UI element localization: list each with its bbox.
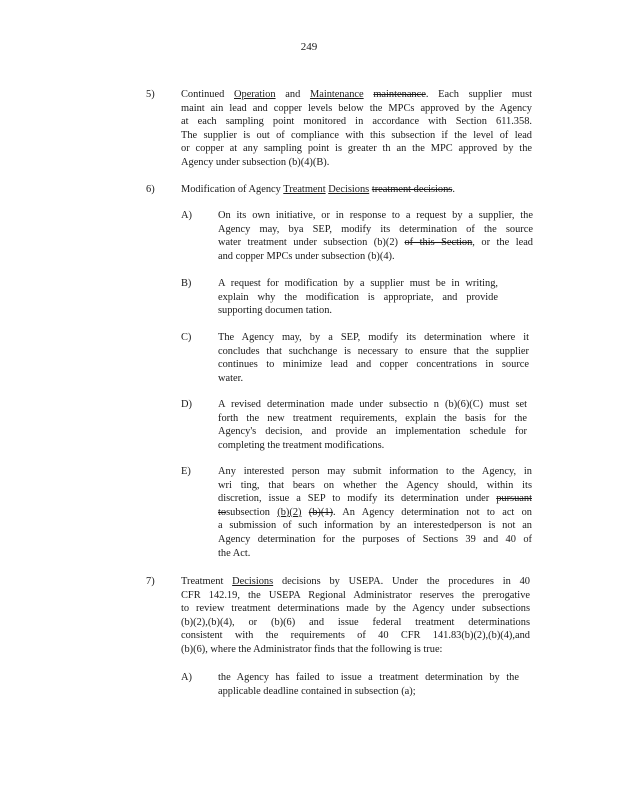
item-number: 5) <box>146 89 155 100</box>
item-number: A) <box>181 672 192 683</box>
text-line: a submission of such information by an interestedperson is not an <box>218 520 532 532</box>
item-number: A) <box>181 210 192 221</box>
text-line: A request for modification by a supplier must be in writing, <box>218 278 498 289</box>
item-text <box>218 209 533 263</box>
text-line: applicable deadline contained in subsection (a); <box>218 685 416 697</box>
inserted-text: Decisions <box>232 576 274 587</box>
text-line: completing the treatment modifications. <box>218 439 385 451</box>
item-text <box>181 183 501 197</box>
text-line: water. <box>218 372 244 384</box>
text-line: CFR 142.19, the USEPA Regional Administrator reserves the prerogative <box>181 589 530 601</box>
item-number: 7) <box>146 576 155 587</box>
text-line: Agency's decision, and provide an implementation schedule for <box>218 426 527 438</box>
text-line: Agency under subsection (b)(4)(B). <box>181 156 330 168</box>
text-line: Agency may, bya SEP, modify its determination of the source <box>218 223 533 235</box>
text-line: Continued Operation and Maintenance maintenance. Each supplier must <box>181 89 532 100</box>
text-line: wri ting, that bears on whether the Agency should, within its <box>218 479 532 491</box>
inserted-text: Maintenance <box>309 89 364 100</box>
deleted-text: treatment decisions <box>371 184 453 195</box>
text-line: Treatment Decisions decisions by USEPA. Under the procedures in 40 <box>181 576 530 587</box>
text-line: forth the new treatment requirements, explain the basis for the <box>218 412 527 424</box>
text-line: (b)(6), where the Administrator finds that the following is true: <box>181 643 443 655</box>
text-line: the Act. <box>218 547 251 559</box>
deleted-text: to <box>218 506 227 518</box>
text-line: concludes that suchchange is necessary to ensure that the supplier <box>218 345 529 357</box>
text-line: consistent with the requirements of 40 CFR 141.83(b)(2),(b)(4),and <box>181 630 530 642</box>
text-line: the Agency has failed to issue a treatment determination by the <box>218 672 519 683</box>
deleted-text: (b)(1) <box>308 506 333 518</box>
text-line: explain why the modification is appropriate, and provide <box>218 291 498 303</box>
item-text <box>218 398 527 452</box>
text-line: The supplier is out of compliance with this subsection if the level of lead <box>181 129 532 141</box>
text-line: water treatment under subsection (b)(2) of this Section, or the lead <box>218 237 533 249</box>
item-text <box>181 575 530 657</box>
item-number: C) <box>181 332 192 343</box>
inserted-text: Treatment <box>283 184 326 195</box>
text-line: at each sampling point monitored in accordance with Section 611.358. <box>181 116 532 128</box>
text-line: discretion, issue a SEP to modify its determination under pursuant <box>218 493 532 505</box>
item-text <box>218 671 519 698</box>
page-number: 249 <box>300 41 318 53</box>
item-text <box>218 331 529 385</box>
text-line: and copper MPCs under subsection (b)(4). <box>218 250 395 262</box>
text-line: A revised determination made under subsectio n (b)(6)(C) must set <box>218 399 527 410</box>
item-number: D) <box>181 399 192 410</box>
item-text <box>218 465 532 560</box>
text-line: supporting documen tation. <box>218 305 332 317</box>
text-line: The Agency may, by a SEP, modify its determination where it <box>218 332 529 343</box>
text-line: Modification of Agency Treatment Decisions treatment decisions. <box>181 184 455 195</box>
inserted-text: Operation <box>234 89 276 100</box>
deleted-text: pursuant <box>496 493 532 505</box>
inserted-text: (b)(2) <box>277 506 302 518</box>
item-text <box>218 277 498 318</box>
text-line: continues to minimize lead and copper concentrations in source <box>218 359 529 371</box>
text-line: Agency determination for the purposes of Sections 39 and 40 of <box>218 533 532 545</box>
deleted-text: maintenance <box>373 89 426 100</box>
text-line: or copper at any sampling point is greater th an the MPC approved by the <box>181 143 532 155</box>
item-number: E) <box>181 466 191 477</box>
text-line: to review treatment determinations made by the Agency under subsections <box>181 603 530 615</box>
item-text <box>181 88 532 170</box>
inserted-text: Decisions <box>328 184 370 195</box>
text-line: (b)(2),(b)(4), or (b)(6) and issue federal treatment determinations <box>181 616 530 628</box>
deleted-text: of this Section <box>404 237 473 249</box>
item-number: 6) <box>146 184 155 195</box>
text-line: maint ain lead and copper levels below the MPCs approved by the Agency <box>181 102 532 114</box>
text-line: Any interested person may submit information to the Agency, in <box>218 466 532 477</box>
text-line: tosubsection (b)(2) (b)(1). An Agency determination not to act on <box>218 506 532 518</box>
text-line: On its own initiative, or in response to a request by a supplier, the <box>218 210 533 221</box>
item-number: B) <box>181 278 192 289</box>
